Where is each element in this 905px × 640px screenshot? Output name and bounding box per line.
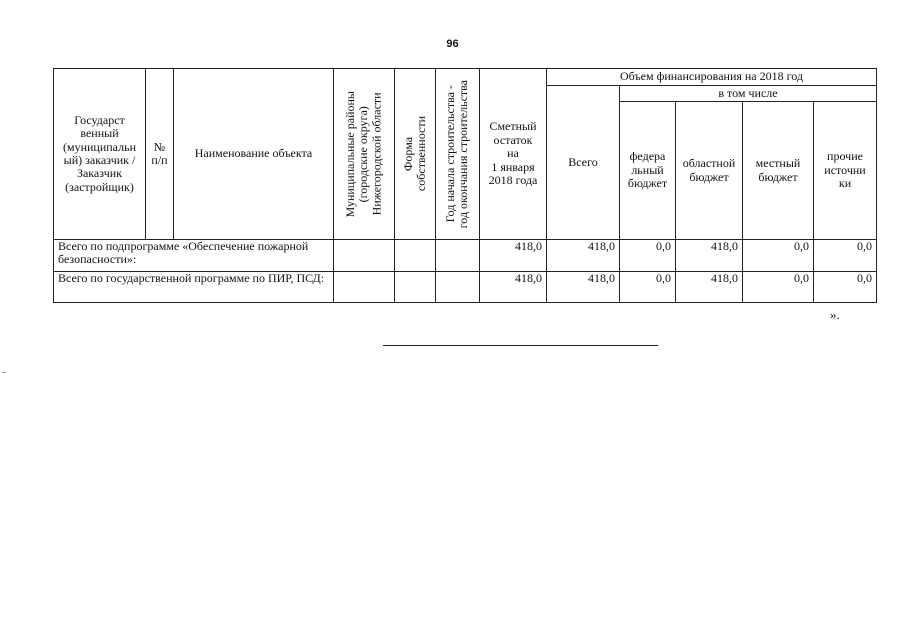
header-regional-budget: областной бюджет bbox=[676, 102, 743, 240]
cell-ownership bbox=[395, 272, 436, 303]
cell-regional: 418,0 bbox=[676, 240, 743, 272]
cell-local: 0,0 bbox=[743, 240, 814, 272]
cell-years bbox=[436, 272, 480, 303]
cell-districts bbox=[334, 272, 395, 303]
header-local-budget: местный бюджет bbox=[743, 102, 814, 240]
header-customer: Государст венный (муниципальн ый) заказчик / Заказчик (застройщик) bbox=[54, 69, 146, 240]
closing-quote-mark: ». bbox=[830, 307, 840, 322]
cell-ownership bbox=[395, 240, 436, 272]
header-object-name: Наименование объекта bbox=[174, 69, 334, 240]
cell-federal: 0,0 bbox=[620, 272, 676, 303]
table-row bbox=[54, 272, 877, 303]
cell-local: 0,0 bbox=[743, 272, 814, 303]
cell-other: 0,0 bbox=[814, 240, 877, 272]
cell-districts bbox=[334, 240, 395, 272]
header-estimate-balance: Сметный остаток на 1 января 2018 года bbox=[480, 69, 547, 240]
cell-balance: 418,0 bbox=[480, 272, 547, 303]
header-districts bbox=[334, 69, 395, 240]
cell-other: 0,0 bbox=[814, 272, 877, 303]
header-federal-budget: федера льный бюджет bbox=[620, 102, 676, 240]
header-districts-text: Муниципальные районы (городские округа) Нижегородской области bbox=[343, 90, 384, 218]
cell-years bbox=[436, 240, 480, 272]
financing-table bbox=[53, 68, 877, 303]
header-other-sources: прочие источни ки bbox=[814, 102, 877, 240]
scan-edge-mark bbox=[2, 372, 6, 373]
header-number: № п/п bbox=[146, 69, 174, 240]
cell-federal: 0,0 bbox=[620, 240, 676, 272]
table-row bbox=[54, 240, 877, 272]
cell-regional: 418,0 bbox=[676, 272, 743, 303]
cell-total: 418,0 bbox=[547, 240, 620, 272]
cell-balance: 418,0 bbox=[480, 240, 547, 272]
page-number: 96 bbox=[446, 38, 459, 50]
divider-line bbox=[383, 345, 658, 346]
header-funding-group: Объем финансирования на 2018 год bbox=[547, 69, 877, 86]
row-label: Всего по подпрограмме «Обеспечение пожарной безопасности»: bbox=[54, 240, 334, 272]
header-years bbox=[436, 69, 480, 240]
row-label: Всего по государственной программе по ПИР, ПСД: bbox=[54, 272, 334, 303]
cell-total: 418,0 bbox=[547, 272, 620, 303]
header-including: в том числе bbox=[620, 86, 877, 102]
header-total: Всего bbox=[547, 86, 620, 240]
header-ownership-text: Форма собственности bbox=[400, 116, 428, 192]
header-years-text: Год начала строительства - год окончания строительства bbox=[443, 79, 471, 229]
header-ownership bbox=[395, 69, 436, 240]
